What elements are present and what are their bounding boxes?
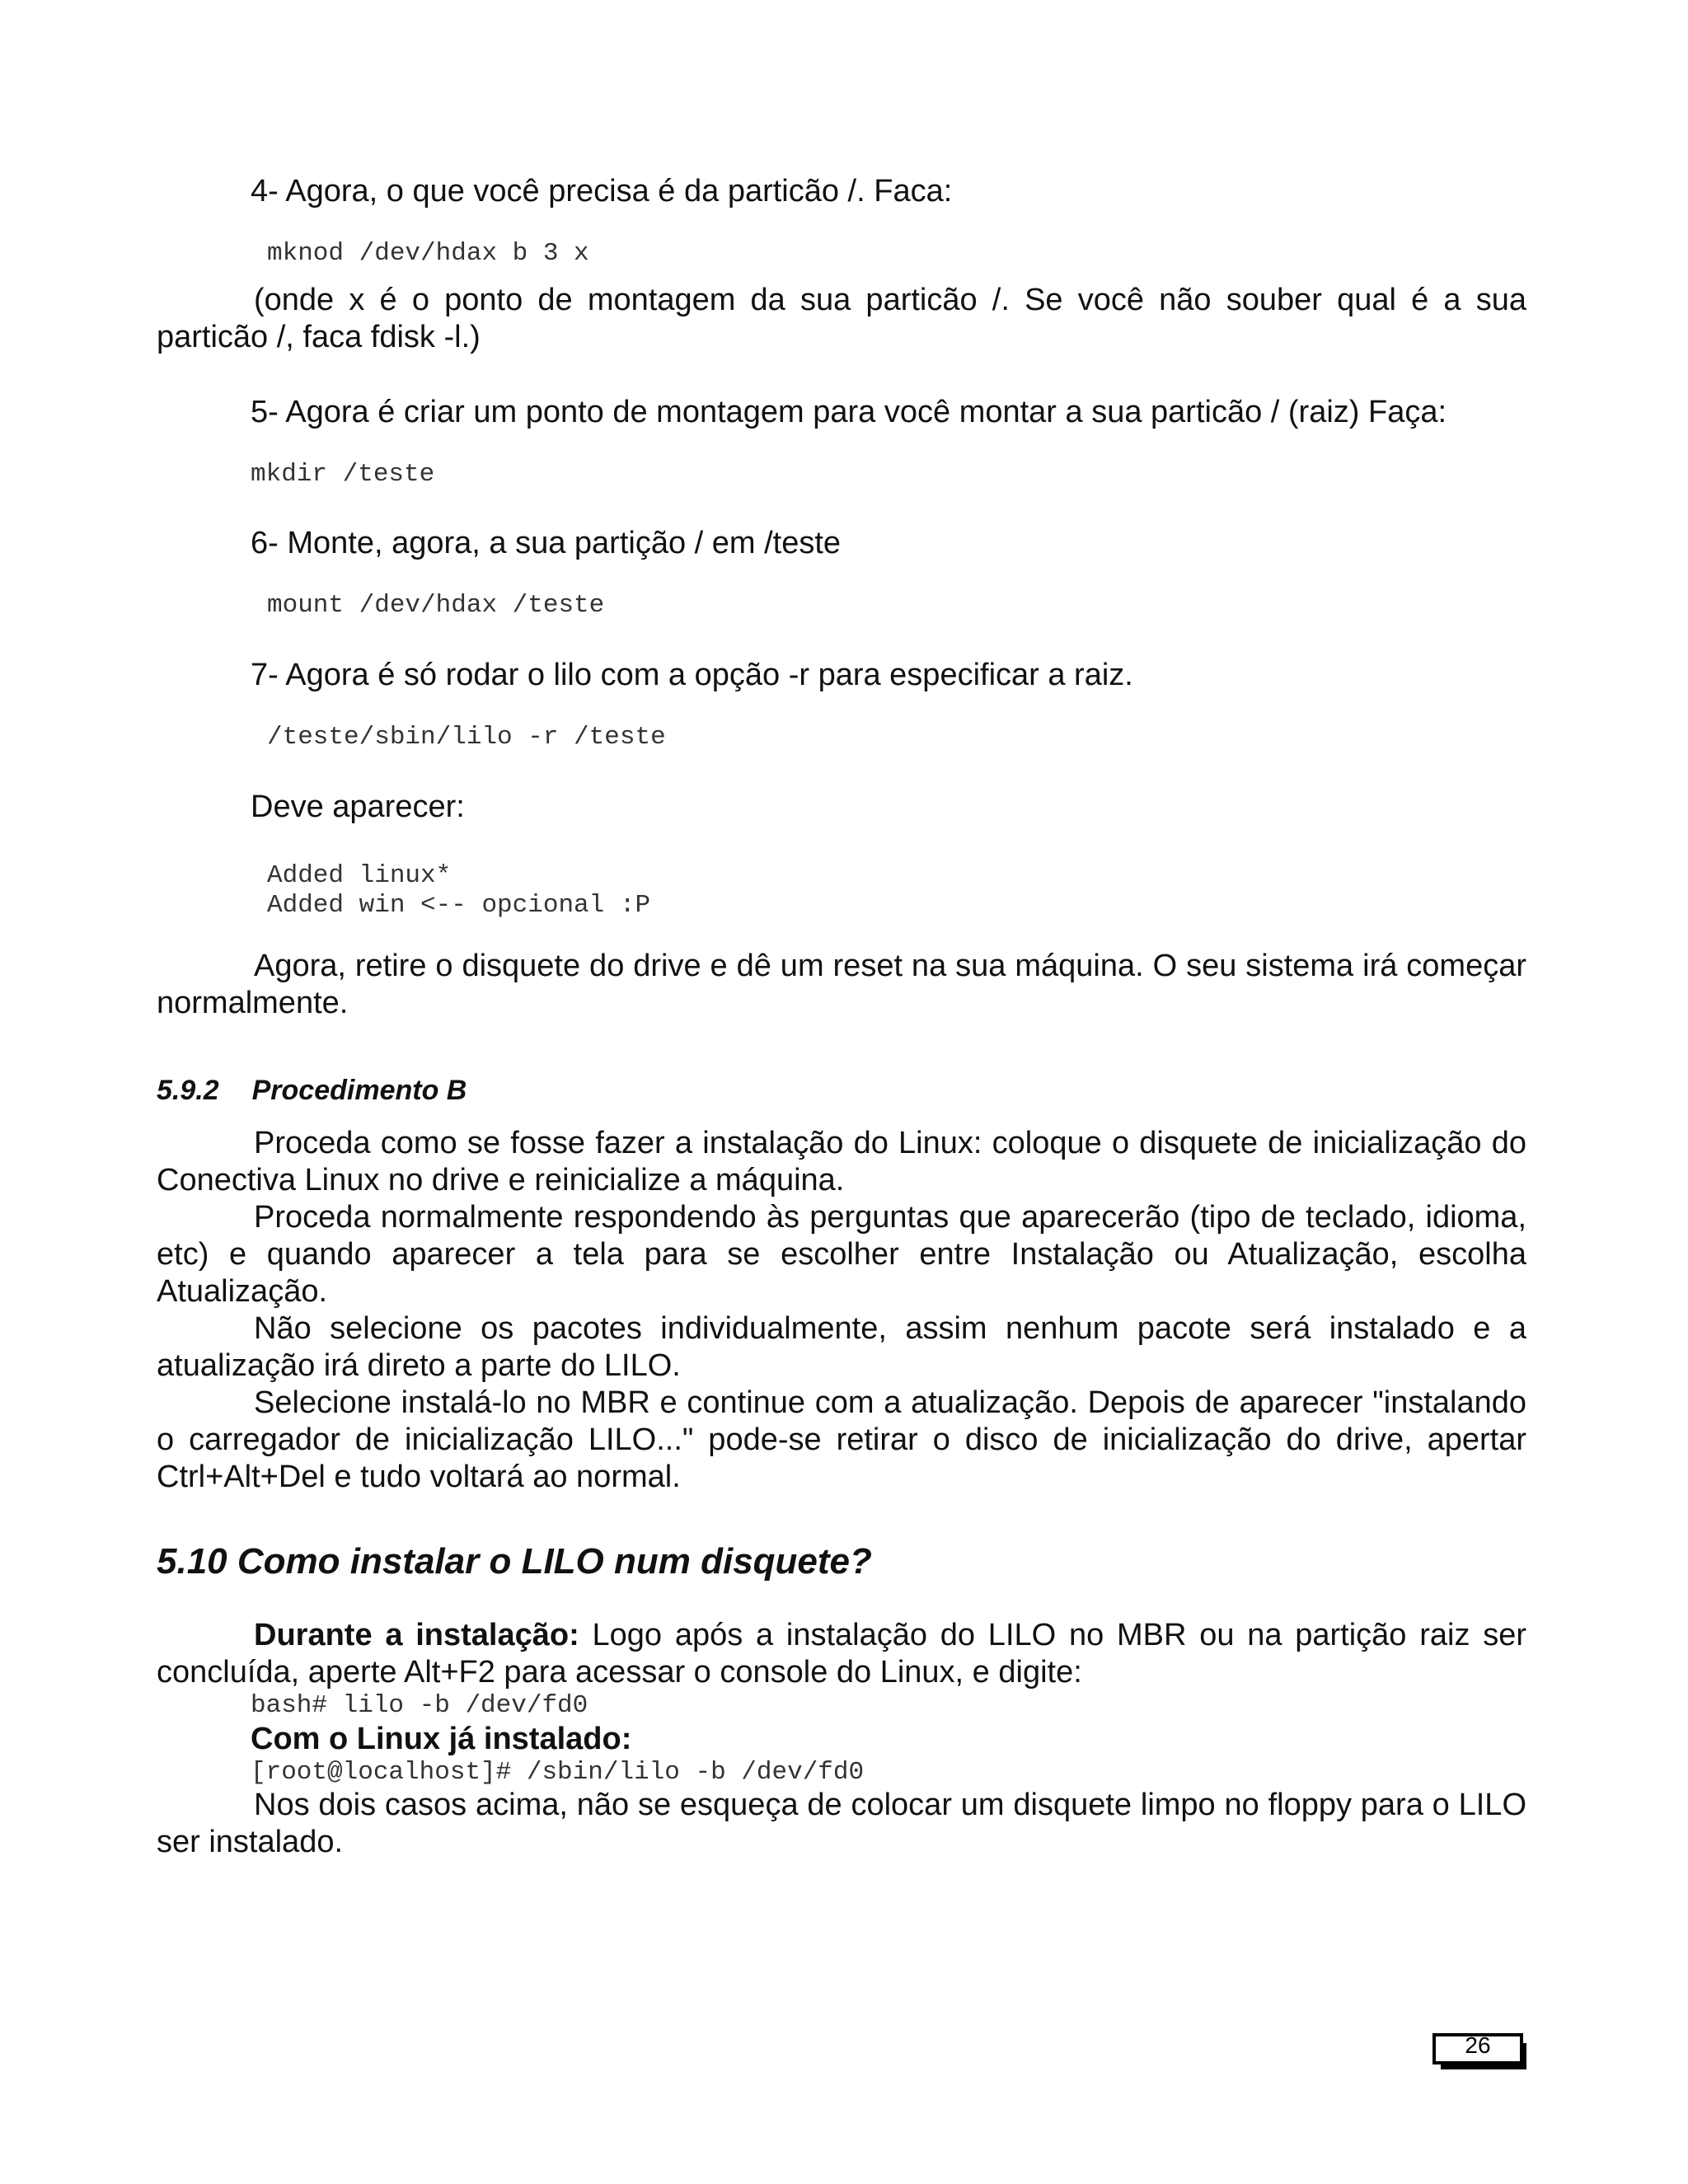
output-line: Added win <-- opcional :P [267, 891, 651, 920]
output-label: Deve aparecer: [251, 790, 465, 824]
step7-command: /teste/sbin/lilo -r /teste [267, 723, 666, 752]
installed-command: [root@localhost]# /sbin/lilo -b /dev/fd0 [251, 1758, 865, 1787]
page-number: 26 [1432, 2033, 1523, 2064]
section-592-paragraph: Proceda como se fosse fazer a instalação do Linux: coloque o disquete de inicialização do Conectiva Linux no drive e reinicialize a máquina. [157, 1126, 1526, 1197]
section-592-paragraph: Proceda normalmente respondendo às perguntas que aparecerão (tipo de teclado, idioma, etc) e quando aparecer a tela para se escolher entre Instalação ou Atualização, escolha Atualização. [157, 1200, 1526, 1309]
step4-command: mknod /dev/hdax b 3 x [267, 239, 589, 268]
output-line: Added linux* [267, 861, 452, 890]
section-592-heading [157, 1075, 467, 1107]
step6-title: 6- Monte, agora, a sua partição / em /teste [251, 526, 842, 560]
section-592-paragraph: Selecione instalá-lo no MBR e continue com a atualização. Depois de aparecer "instalando o carregador de inicialização LILO..." pode-se retirar o disco de inicialização do drive, apertar Ctrl+Alt+Del e tudo voltará ao normal. [157, 1385, 1526, 1494]
section-510-heading: 5.10 Como instalar o LILO num disquete? [157, 1541, 872, 1582]
closing-paragraph: Nos dois casos acima, não se esqueça de colocar um disquete limpo no floppy para o LILO ser instalado. [157, 1788, 1526, 1859]
page-number-badge [1432, 2033, 1526, 2069]
step5-title: 5- Agora é criar um ponto de montagem para você montar a sua particão / (raiz) Faça: [251, 395, 1447, 429]
step5-command: mkdir /teste [251, 460, 435, 489]
step6-command: mount /dev/hdax /teste [267, 591, 605, 620]
step7-title: 7- Agora é só rodar o lilo com a opção -r para especificar a raiz. [251, 658, 1133, 692]
section-592-number: 5.9.2 [157, 1075, 219, 1106]
during-text: Logo após a instalação do LILO no MBR ou na partição raiz ser concluída, aperte Alt+F2 para acessar o console do Linux, e digite: [157, 1618, 1526, 1690]
section-592-title: Procedimento B [251, 1075, 467, 1106]
during-label: Durante a instalação: [254, 1618, 579, 1652]
installed-label: Com o Linux já instalado: [251, 1722, 632, 1756]
step4-title: 4- Agora, o que você precisa é da particão /. Faca: [251, 174, 953, 209]
section-510-during-paragraph [157, 1617, 1526, 1691]
step4-note: (onde x é o ponto de montagem da sua particão /. Se você não souber qual é a sua particão /, faca fdisk -l.) [157, 283, 1526, 354]
section-592-paragraph: Não selecione os pacotes individualmente, assim nenhum pacote será instalado e a atualização irá direto a parte do LILO. [157, 1311, 1526, 1383]
after-paragraph: Agora, retire o disquete do drive e dê um reset na sua máquina. O seu sistema irá começar normalmente. [157, 949, 1526, 1020]
during-command: bash# lilo -b /dev/fd0 [251, 1691, 588, 1720]
